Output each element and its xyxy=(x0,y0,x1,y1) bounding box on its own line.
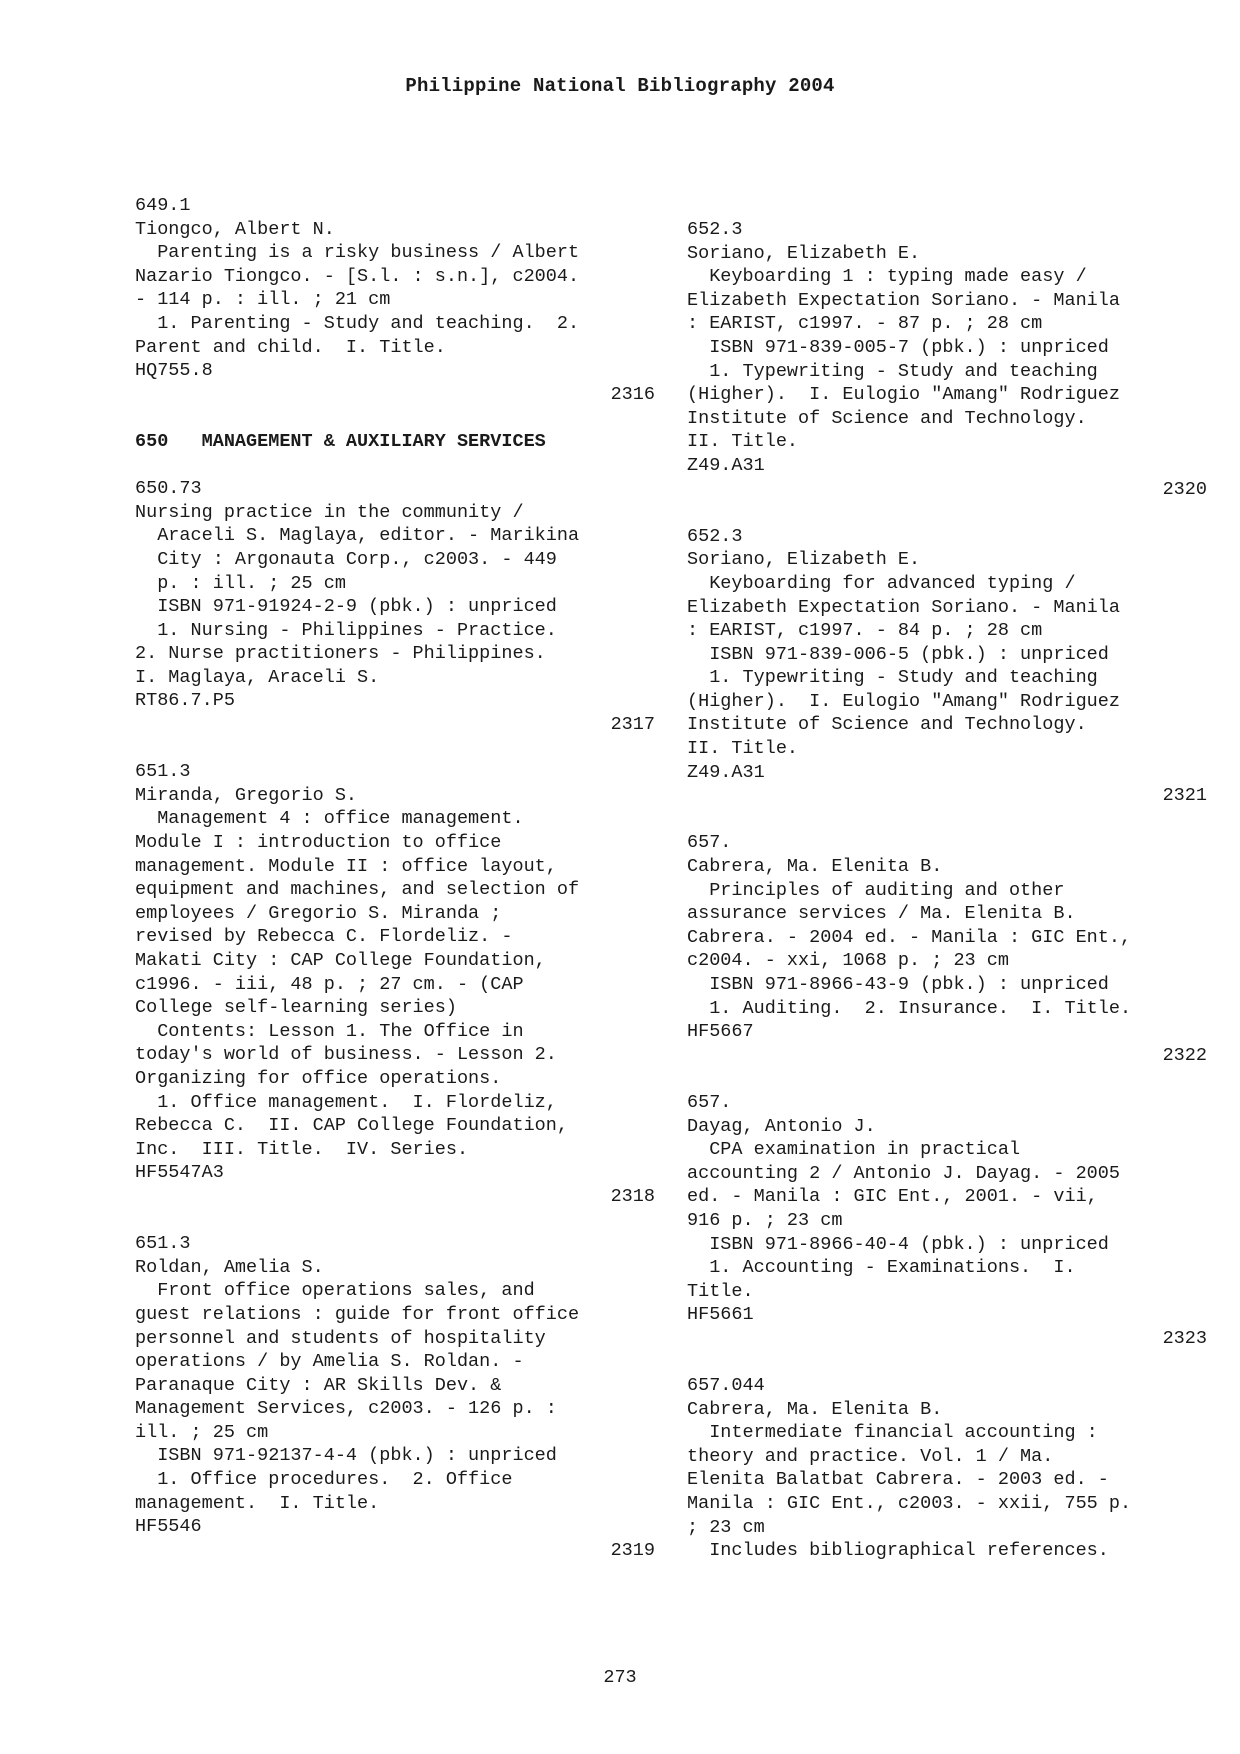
entry-line: II. Title. xyxy=(687,431,799,453)
entry-line: Intermediate financial accounting : xyxy=(687,1422,1098,1444)
entry-line: Title. xyxy=(687,1280,754,1302)
entry-line: ISBN 971-91924-2-9 (pbk.) : unpriced xyxy=(135,596,557,618)
entry-line: Cabrera, Ma. Elenita B. xyxy=(687,856,943,878)
entry-line: equipment and machines, and selection of xyxy=(135,879,580,901)
classification-number: 651.3 xyxy=(135,1233,191,1255)
bibliographic-entry xyxy=(687,218,1207,501)
classification-number: 651.3 xyxy=(135,761,191,783)
entry-line: Principles of auditing and other xyxy=(687,879,1065,901)
entry-line: Soriano, Elizabeth E. xyxy=(687,242,921,264)
entry-number: 2316 xyxy=(610,383,655,405)
classification-number: 649.1 xyxy=(135,195,191,216)
entry-line: HF5667 xyxy=(687,1021,754,1043)
page-title: Philippine National Bibliography 2004 xyxy=(405,75,835,97)
classification-number: 657. xyxy=(687,1091,732,1113)
entry-line: ISBN 971-92137-4-4 (pbk.) : unpriced xyxy=(135,1445,557,1467)
entry-spacer xyxy=(135,406,655,430)
entry-line: Dayag, Antonio J. xyxy=(687,1115,876,1137)
entry-line: accounting 2 / Antonio J. Dayag. - 2005 xyxy=(687,1162,1120,1184)
entry-line: HF5546 xyxy=(135,1516,202,1538)
entry-line: 1. Typewriting - Study and teaching xyxy=(687,360,1098,382)
entry-number: 2323 xyxy=(1162,1327,1207,1349)
entry-line: p. : ill. ; 25 cm xyxy=(135,572,346,594)
entry-line: Front office operations sales, and xyxy=(135,1280,535,1302)
right-column xyxy=(687,218,1207,1563)
entry-line: Nazario Tiongco. - [S.l. : s.n.], c2004. xyxy=(135,265,580,287)
bibliographic-entry xyxy=(135,477,655,737)
entry-line: 1. Nursing - Philippines - Practice. xyxy=(135,619,557,641)
entry-line: Keyboarding 1 : typing made easy / xyxy=(687,266,1087,288)
entry-line: : EARIST, c1997. - 87 p. ; 28 cm xyxy=(687,313,1043,335)
entry-line: Elizabeth Expectation Soriano. - Manila xyxy=(687,289,1120,311)
entry-line: ed. - Manila : GIC Ent., 2001. - vii, xyxy=(687,1186,1098,1208)
entry-line: Makati City : CAP College Foundation, xyxy=(135,950,546,971)
entry-line: Cabrera, Ma. Elenita B. xyxy=(687,1398,943,1420)
entry-line: Inc. III. Title. IV. Series. xyxy=(135,1138,469,1160)
entry-number: 2318 xyxy=(610,1185,655,1207)
entry-line: Miranda, Gregorio S. xyxy=(135,784,358,806)
entry-number: 2320 xyxy=(1162,478,1207,500)
entry-line: Organizing for office operations. xyxy=(135,1067,502,1089)
entry-line: Elenita Balatbat Cabrera. - 2003 ed. - xyxy=(687,1469,1109,1491)
entry-number: 2319 xyxy=(610,1539,655,1561)
entry-line: I. Maglaya, Araceli S. xyxy=(135,666,380,688)
entry-spacer xyxy=(687,1067,1207,1091)
entry-line: ill. ; 25 cm xyxy=(135,1421,269,1443)
entry-line: 916 p. ; 23 cm xyxy=(687,1209,843,1231)
entry-line: 2. Nurse practitioners - Philippines. xyxy=(135,643,546,665)
entry-spacer xyxy=(687,501,1207,525)
entry-line: (Higher). I. Eulogio "Amang" Rodriguez xyxy=(687,690,1120,712)
entry-line: College self-learning series) xyxy=(135,997,457,1019)
entry-line: Keyboarding for advanced typing / xyxy=(687,572,1076,594)
entry-line: 1. Auditing. 2. Insurance. I. Title. xyxy=(687,997,1132,1019)
entry-line: Includes bibliographical references. xyxy=(687,1540,1109,1562)
entry-spacer xyxy=(135,737,655,761)
bibliographic-entry xyxy=(687,831,1207,1067)
entry-line: (Higher). I. Eulogio "Amang" Rodriguez xyxy=(687,384,1120,406)
entry-line: management. I. Title. xyxy=(135,1492,380,1514)
entry-line: Institute of Science and Technology. xyxy=(687,714,1087,736)
bibliographic-entry xyxy=(687,1374,1207,1563)
entry-line: Parent and child. I. Title. xyxy=(135,336,446,358)
entry-line: ISBN 971-839-006-5 (pbk.) : unpriced xyxy=(687,643,1109,665)
entry-line: Tiongco, Albert N. xyxy=(135,218,335,240)
entry-line: City : Argonauta Corp., c2003. - 449 xyxy=(135,548,557,570)
classification-number: 652.3 xyxy=(687,525,743,547)
entry-line: ; 23 cm xyxy=(687,1516,765,1538)
bibliographic-entry xyxy=(687,1091,1207,1351)
entry-line: RT86.7.P5 xyxy=(135,690,235,712)
entry-line: ISBN 971-8966-43-9 (pbk.) : unpriced xyxy=(687,974,1109,995)
entry-line: 1. Accounting - Examinations. I. xyxy=(687,1257,1076,1279)
entry-line: Soriano, Elizabeth E. xyxy=(687,549,921,571)
bibliographic-entry xyxy=(135,194,655,406)
entry-line: ISBN 971-8966-40-4 (pbk.) : unpriced xyxy=(687,1233,1109,1255)
entry-line: personnel and students of hospitality xyxy=(135,1327,546,1349)
classification-number: 657. xyxy=(687,832,732,854)
entry-line: Paranaque City : AR Skills Dev. & xyxy=(135,1374,502,1396)
entry-spacer xyxy=(135,454,655,478)
entry-line: Manila : GIC Ent., c2003. - xxii, 755 p. xyxy=(687,1493,1132,1515)
entry-number: 2322 xyxy=(1162,1044,1207,1066)
entry-line: : EARIST, c1997. - 84 p. ; 28 cm xyxy=(687,620,1043,642)
classification-number: 650.73 xyxy=(135,478,202,500)
entry-line: Parenting is a risky business / Albert xyxy=(135,242,580,264)
bibliographic-entry xyxy=(135,1232,655,1562)
entry-line: today's world of business. - Lesson 2. xyxy=(135,1044,557,1066)
classification-number: 657.044 xyxy=(687,1375,765,1397)
entry-line: operations / by Amelia S. Roldan. - xyxy=(135,1351,524,1373)
page-number: 273 xyxy=(603,1667,637,1688)
entry-line: management. Module II : office layout, xyxy=(135,855,557,877)
entry-line: Management 4 : office management. xyxy=(135,808,524,830)
entry-line: employees / Gregorio S. Miranda ; xyxy=(135,902,502,924)
entry-spacer xyxy=(135,1209,655,1233)
entry-line: theory and practice. Vol. 1 / Ma. xyxy=(687,1445,1054,1467)
section-heading: 650 MANAGEMENT & AUXILIARY SERVICES xyxy=(135,430,546,452)
entry-line: HQ755.8 xyxy=(135,360,213,382)
entry-line: II. Title. xyxy=(687,738,799,760)
entry-line: HF5661 xyxy=(687,1304,754,1326)
entry-line: Nursing practice in the community / xyxy=(135,501,524,523)
entry-line: Z49.A31 xyxy=(687,454,765,476)
entry-line: Module I : introduction to office xyxy=(135,832,502,854)
entry-line: Institute of Science and Technology. xyxy=(687,407,1087,429)
entry-line: Z49.A31 xyxy=(687,761,765,783)
entry-line: revised by Rebecca C. Flordeliz. - xyxy=(135,926,513,948)
entry-line: 1. Typewriting - Study and teaching xyxy=(687,667,1098,689)
entry-line: 1. Parenting - Study and teaching. 2. xyxy=(135,312,580,334)
entry-number: 2317 xyxy=(610,714,655,736)
entry-spacer xyxy=(687,808,1207,832)
entry-line: assurance services / Ma. Elenita B. xyxy=(687,903,1076,925)
left-column xyxy=(135,194,655,1562)
entry-line: Rebecca C. II. CAP College Foundation, xyxy=(135,1115,568,1137)
entry-line: Araceli S. Maglaya, editor. - Marikina xyxy=(135,525,580,547)
entry-line: HF5547A3 xyxy=(135,1162,224,1184)
entry-number: 2321 xyxy=(1162,785,1207,807)
entry-spacer xyxy=(687,1351,1207,1375)
classification-number: 652.3 xyxy=(687,219,743,240)
entry-line: guest relations : guide for front office xyxy=(135,1303,580,1325)
bibliographic-entry xyxy=(687,525,1207,808)
entry-line: Cabrera. - 2004 ed. - Manila : GIC Ent., xyxy=(687,926,1132,948)
entry-line: c1996. - iii, 48 p. ; 27 cm. - (CAP xyxy=(135,973,524,995)
entry-line: - 114 p. : ill. ; 21 cm xyxy=(135,289,391,311)
entry-line: 1. Office management. I. Flordeliz, xyxy=(135,1091,557,1113)
entry-line: Elizabeth Expectation Soriano. - Manila xyxy=(687,596,1120,618)
entry-line: Contents: Lesson 1. The Office in xyxy=(135,1020,524,1042)
entry-line: CPA examination in practical xyxy=(687,1139,1021,1161)
entry-line: ISBN 971-839-005-7 (pbk.) : unpriced xyxy=(687,336,1109,358)
entry-line: 1. Office procedures. 2. Office xyxy=(135,1469,513,1491)
bibliographic-entry xyxy=(135,760,655,1208)
entry-line: Management Services, c2003. - 126 p. : xyxy=(135,1398,557,1420)
entry-line: Roldan, Amelia S. xyxy=(135,1256,324,1278)
entry-line: c2004. - xxi, 1068 p. ; 23 cm xyxy=(687,950,1009,972)
